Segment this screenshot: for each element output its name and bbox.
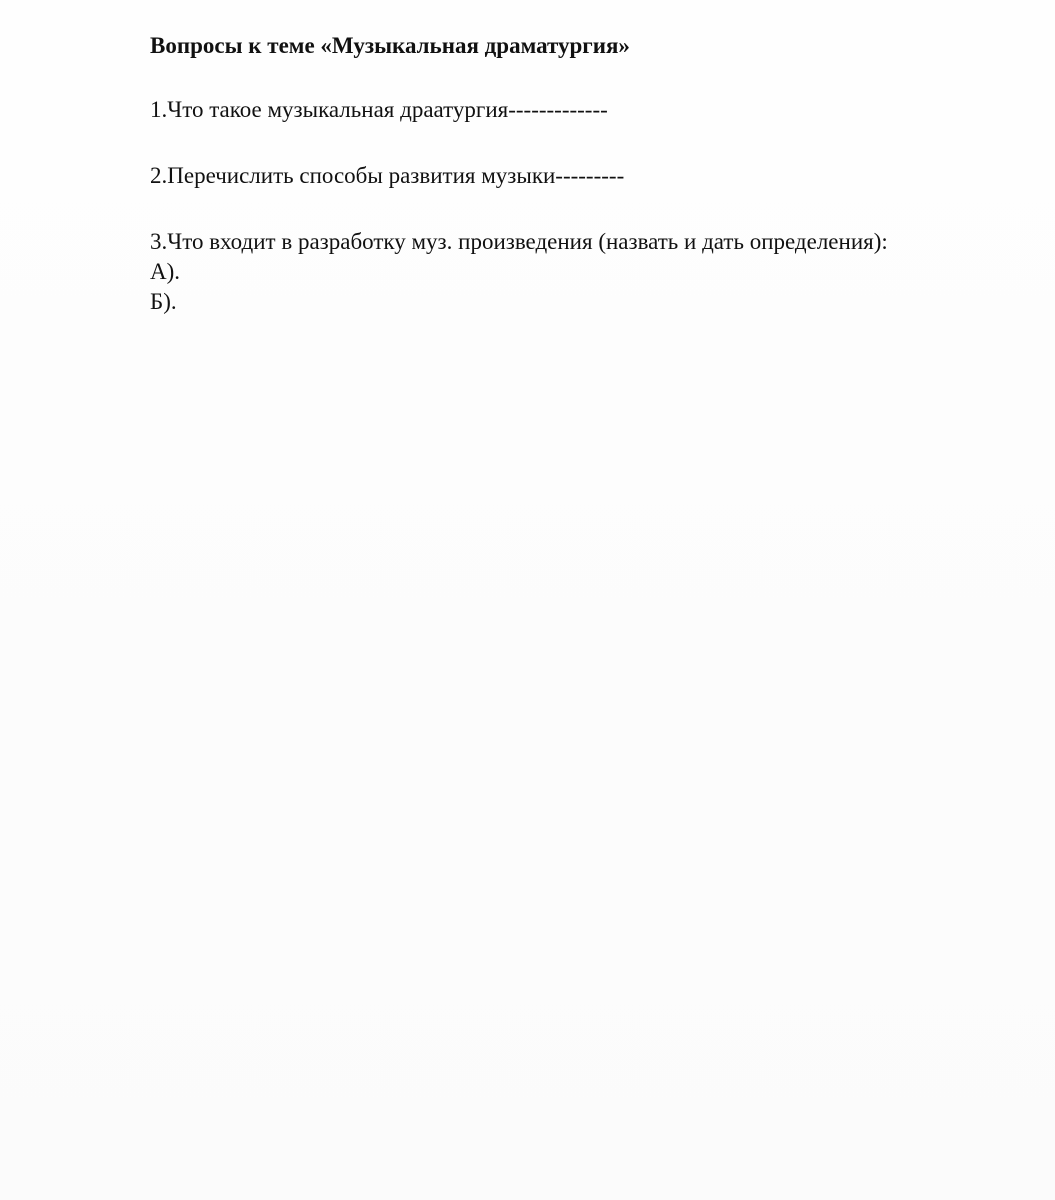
- question-3-subitem-a: А).: [150, 259, 181, 284]
- document-content: [150, 30, 1030, 317]
- question-2: 2.Перечислить способы развития музыки---------: [150, 163, 625, 188]
- question-3-subitem-b: Б).: [150, 289, 177, 314]
- document-title: Вопросы к теме «Музыкальная драматургия»: [150, 33, 630, 58]
- question-3: 3.Что входит в разработку муз. произведения (назвать и дать определения):: [150, 229, 888, 254]
- question-1: 1.Что такое музыкальная драатургия-------------: [150, 97, 608, 122]
